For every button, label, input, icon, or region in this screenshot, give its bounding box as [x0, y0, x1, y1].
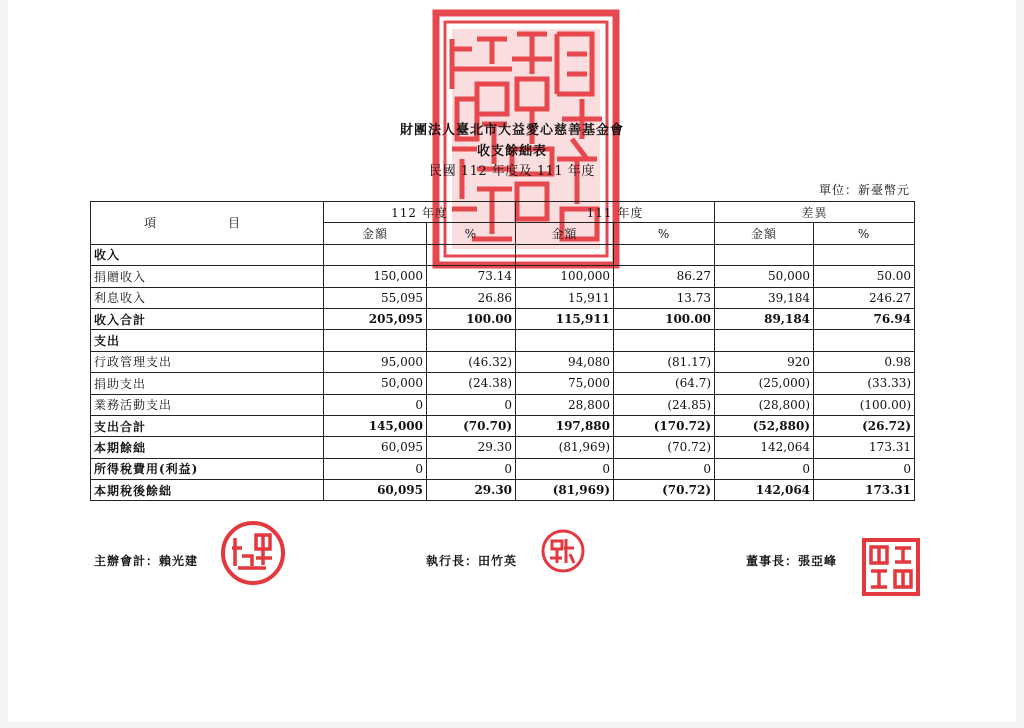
table-cell: 75,000	[516, 373, 614, 394]
table-row	[91, 480, 915, 501]
table-cell: 0	[324, 458, 427, 479]
table-cell: 50.00	[814, 266, 915, 287]
table-cell	[427, 244, 516, 265]
item-column-header: 項 目	[91, 202, 324, 245]
table-cell: 55,095	[324, 287, 427, 308]
table-cell: 50,000	[715, 266, 814, 287]
table-cell	[516, 330, 614, 351]
year-111-header: 111 年度	[516, 202, 715, 223]
table-cell: 15,911	[516, 287, 614, 308]
table-cell: (46.32)	[427, 351, 516, 372]
table-cell	[614, 244, 715, 265]
year-112-header: 112 年度	[324, 202, 516, 223]
row-label: 本期餘絀	[91, 437, 324, 458]
table-cell: 0	[324, 394, 427, 415]
table-cell: (170.72)	[614, 415, 715, 436]
accountant-signature: 主辦會計：賴光建	[94, 554, 199, 568]
table-row	[91, 244, 915, 265]
table-cell: 0	[427, 394, 516, 415]
difference-header: 差異	[715, 202, 915, 223]
row-label: 利息收入	[91, 287, 324, 308]
table-cell	[516, 244, 614, 265]
table-cell: 0	[614, 458, 715, 479]
currency-unit: 單位：新臺幣元	[818, 183, 910, 197]
table-row	[91, 394, 915, 415]
table-row	[91, 373, 915, 394]
table-row	[91, 266, 915, 287]
pct-111-header: %	[614, 223, 715, 244]
document-title: 收支餘絀表	[476, 144, 547, 159]
table-body	[91, 244, 915, 501]
table-cell: (64.7)	[614, 373, 715, 394]
accountant-seal-stamp	[220, 520, 286, 586]
table-cell: (26.72)	[814, 415, 915, 436]
table-cell: 39,184	[715, 287, 814, 308]
table-cell: (81,969)	[516, 437, 614, 458]
table-cell	[814, 330, 915, 351]
chairman-signature: 董事長：張亞峰	[746, 554, 838, 568]
table-cell: 100,000	[516, 266, 614, 287]
table-cell: 142,064	[715, 437, 814, 458]
table-cell: 73.14	[427, 266, 516, 287]
table-cell: (70.72)	[614, 480, 715, 501]
row-label: 收入合計	[91, 308, 324, 329]
table-row	[91, 330, 915, 351]
pct-112-header: %	[427, 223, 516, 244]
table-cell: (25,000)	[715, 373, 814, 394]
table-cell: 246.27	[814, 287, 915, 308]
table-cell	[324, 244, 427, 265]
executive-seal-stamp	[540, 528, 586, 574]
table-cell: 115,911	[516, 308, 614, 329]
table-cell: (52,880)	[715, 415, 814, 436]
table-row	[91, 458, 915, 479]
organization-name: 財團法人臺北市大益愛心慈善基金會	[399, 123, 624, 138]
table-cell: 100.00	[614, 308, 715, 329]
table-cell: (81.17)	[614, 351, 715, 372]
table-cell: 0	[814, 458, 915, 479]
amount-111-header: 金額	[516, 223, 614, 244]
table-cell: 28,800	[516, 394, 614, 415]
row-label: 行政管理支出	[91, 351, 324, 372]
row-label: 所得稅費用(利益)	[91, 458, 324, 479]
table-cell: 26.86	[427, 287, 516, 308]
table-cell: 0.98	[814, 351, 915, 372]
row-label: 收入	[91, 244, 324, 265]
executive-signature: 執行長：田竹英	[426, 554, 518, 568]
table-cell: (33.33)	[814, 373, 915, 394]
table-cell	[814, 244, 915, 265]
amount-112-header: 金額	[324, 223, 427, 244]
table-cell: 29.30	[427, 437, 516, 458]
table-cell: (81,969)	[516, 480, 614, 501]
table-row	[91, 308, 915, 329]
table-cell: (70.70)	[427, 415, 516, 436]
table-cell: 205,095	[324, 308, 427, 329]
table-cell: 60,095	[324, 437, 427, 458]
pct-diff-header: %	[814, 223, 915, 244]
table-cell: 50,000	[324, 373, 427, 394]
table-cell: 142,064	[715, 480, 814, 501]
table-cell: 0	[427, 458, 516, 479]
table-cell: 29.30	[427, 480, 516, 501]
table-cell: 60,095	[324, 480, 427, 501]
income-statement-table	[90, 201, 915, 501]
chairman-seal-stamp	[862, 538, 920, 596]
table-cell	[324, 330, 427, 351]
table-cell	[614, 330, 715, 351]
row-label: 捐贈收入	[91, 266, 324, 287]
table-cell	[715, 330, 814, 351]
row-label: 支出	[91, 330, 324, 351]
table-cell: 145,000	[324, 415, 427, 436]
table-cell	[427, 330, 516, 351]
table-cell: (28,800)	[715, 394, 814, 415]
table-cell: (24.38)	[427, 373, 516, 394]
table-cell: 100.00	[427, 308, 516, 329]
table-cell: 197,880	[516, 415, 614, 436]
row-label: 業務活動支出	[91, 394, 324, 415]
table-row	[91, 437, 915, 458]
row-label: 支出合計	[91, 415, 324, 436]
report-period: 民國 112 年度及 111 年度	[429, 164, 595, 179]
table-cell: 0	[715, 458, 814, 479]
table-cell: 89,184	[715, 308, 814, 329]
table-cell: 86.27	[614, 266, 715, 287]
table-cell: (24.85)	[614, 394, 715, 415]
table-cell	[715, 244, 814, 265]
table-cell: 13.73	[614, 287, 715, 308]
table-cell: 150,000	[324, 266, 427, 287]
table-cell: 94,080	[516, 351, 614, 372]
table-row	[91, 287, 915, 308]
table-cell: 920	[715, 351, 814, 372]
amount-diff-header: 金額	[715, 223, 814, 244]
table-row	[91, 351, 915, 372]
table-cell: (100.00)	[814, 394, 915, 415]
table-cell: (70.72)	[614, 437, 715, 458]
document-page	[8, 0, 1016, 722]
row-label: 捐助支出	[91, 373, 324, 394]
table-cell: 0	[516, 458, 614, 479]
table-cell: 76.94	[814, 308, 915, 329]
table-row	[91, 415, 915, 436]
table-cell: 95,000	[324, 351, 427, 372]
table-cell: 173.31	[814, 480, 915, 501]
table-cell: 173.31	[814, 437, 915, 458]
row-label: 本期稅後餘絀	[91, 480, 324, 501]
